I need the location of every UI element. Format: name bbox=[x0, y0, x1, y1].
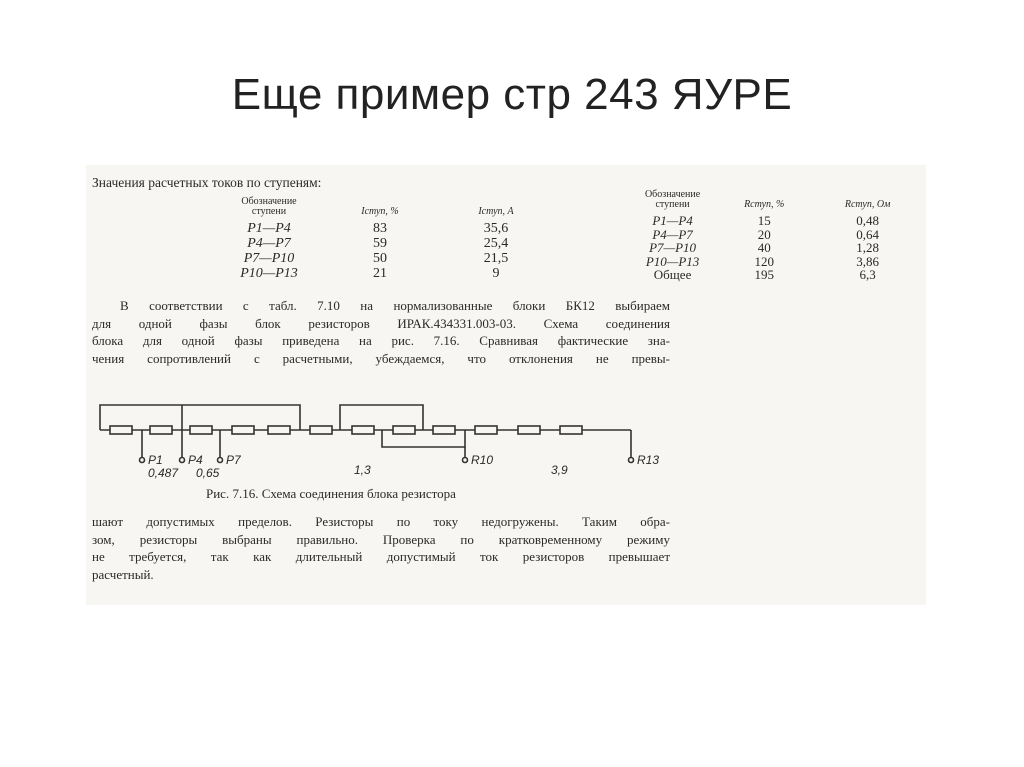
table-row bbox=[626, 214, 926, 228]
tap-label: P1 bbox=[148, 453, 163, 467]
col-header: Обозначение ступени bbox=[644, 189, 701, 210]
text-line: не требуется, так как длительный допустимый ток резисторов превышает bbox=[92, 549, 670, 564]
cell: 1,28 bbox=[856, 240, 880, 255]
table-row bbox=[626, 228, 926, 242]
cell: 40 bbox=[757, 240, 771, 255]
text-line: зом, резисторы выбраны правильно. Проверка по кратковременному режиму bbox=[92, 531, 670, 547]
cell: P7—P10 bbox=[243, 251, 295, 266]
text-line: блока для одной фазы приведена на рис. 7.16. Сравнивая фактические зна- bbox=[92, 333, 670, 348]
col-header: Rступ, Ом bbox=[844, 199, 891, 210]
cell: 35,6 bbox=[483, 221, 509, 236]
text-line: В соответствии с табл. 7.10 на нормализованные блоки БК12 выбираем bbox=[120, 298, 670, 313]
resistance-value: 3,9 bbox=[551, 463, 568, 477]
cell: P4—P7 bbox=[247, 236, 291, 251]
paragraph-1 bbox=[92, 297, 670, 367]
cell: 15 bbox=[757, 213, 771, 228]
paragraph-2 bbox=[92, 513, 670, 583]
cell: P7—P10 bbox=[649, 240, 697, 255]
cell: 25,4 bbox=[483, 236, 509, 251]
cell: P1—P4 bbox=[247, 221, 291, 236]
resistance-value: 0,65 bbox=[196, 466, 220, 480]
cell: 0,48 bbox=[856, 213, 880, 228]
col-header: Обозначение ступени bbox=[241, 196, 297, 217]
figure-caption: Рис. 7.16. Схема соединения блока резистора bbox=[206, 486, 456, 501]
cell: Общее bbox=[653, 267, 692, 282]
cell: 0,64 bbox=[856, 226, 880, 242]
cell: 50 bbox=[373, 251, 387, 266]
col-header: Rступ, % bbox=[744, 199, 785, 210]
cell: 6,3 bbox=[859, 267, 876, 282]
cell: P10—P13 bbox=[645, 253, 700, 269]
cell: P4—P7 bbox=[652, 226, 693, 242]
table-row bbox=[216, 266, 554, 281]
cell: 21,5 bbox=[483, 251, 509, 266]
tap-label: R13 bbox=[637, 453, 660, 467]
scanned-page bbox=[86, 165, 926, 605]
tap-label: P4 bbox=[188, 453, 203, 467]
text-line: для одной фазы блок резисторов ИРАК.434331.003-03. Схема соединения bbox=[92, 315, 670, 331]
slide-title: Еще пример стр 243 ЯУРЕ bbox=[231, 70, 793, 119]
col-header: Iступ, % bbox=[361, 206, 399, 217]
cell: 9 bbox=[492, 266, 500, 281]
cell: P1—P4 bbox=[652, 213, 693, 228]
tap-label: P7 bbox=[226, 453, 241, 467]
cell: P10—P13 bbox=[240, 266, 298, 281]
text-line: расчетный. bbox=[92, 566, 154, 582]
resistances-table bbox=[626, 190, 926, 282]
table-heading: Значения расчетных токов по ступеням: bbox=[92, 175, 322, 190]
cell: 20 bbox=[757, 226, 771, 242]
cell: 195 bbox=[754, 267, 774, 282]
table-row bbox=[216, 221, 554, 236]
text-line: шают допустимых пределов. Резисторы по току недогружены. Таким обра- bbox=[92, 514, 670, 529]
terminals bbox=[140, 458, 634, 463]
cell: 83 bbox=[373, 221, 387, 236]
resistance-value: 0,487 bbox=[148, 466, 179, 480]
cell: 21 bbox=[373, 266, 387, 281]
tap-label: R10 bbox=[471, 453, 494, 467]
resistance-value: 1,3 bbox=[354, 463, 371, 477]
cell: 59 bbox=[373, 236, 387, 251]
table-row bbox=[216, 251, 554, 266]
currents-table bbox=[216, 197, 554, 281]
table-row bbox=[626, 255, 926, 269]
cell: 3,86 bbox=[856, 253, 880, 269]
col-header: Iступ, А bbox=[478, 206, 514, 217]
cell: 120 bbox=[754, 253, 774, 269]
table-row bbox=[216, 236, 554, 251]
text-line: чения сопротивлений с расчетными, убеждаемся, что отклонения не превы- bbox=[92, 350, 670, 366]
table-row bbox=[626, 241, 926, 255]
table-row bbox=[626, 268, 926, 282]
